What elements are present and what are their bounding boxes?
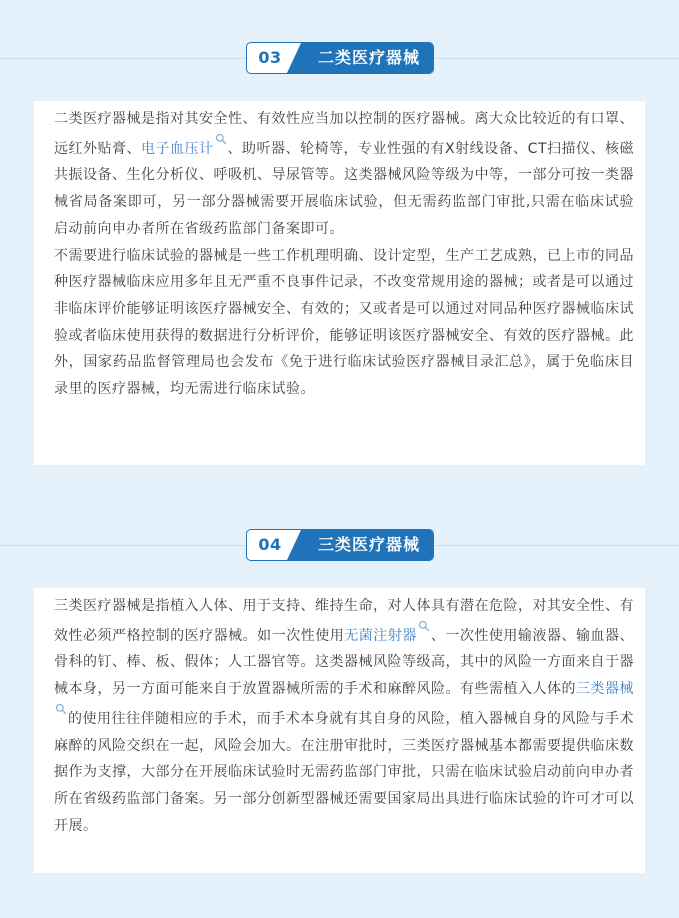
section-header-04 [0,529,679,561]
search-icon[interactable] [418,620,430,632]
section-title: 二类医疗器械 [317,48,420,67]
paragraph-text: 二类医疗器械是指对其安全性、有效性应当加以控制的医疗器械。离大众比较近的有口罩、远红外贴膏、 [54,111,634,157]
search-icon[interactable] [55,703,67,715]
paragraph-text: 、一次性使用输液器、输血器、骨科的钉、棒、板、假体；人工器官等。这类器械风险等级高，其中的风险一方面来自于器械本身，另一方面可能来自于放置器械所需的手术和麻醉风险。有些需植入人体的 [54,627,635,698]
content-card-03 [34,101,645,465]
keyword-link-sterile-syringe[interactable]: 无菌注射器 [344,627,417,644]
section-header-03 [0,42,679,74]
keyword-link-class-three-device[interactable]: 三类器械 [576,681,634,698]
section-title: 三类医疗器械 [317,535,420,554]
content-card-04 [34,588,645,873]
paragraph [54,106,634,243]
section-number: 04 [258,535,282,554]
keyword-link-blood-pressure-monitor[interactable]: 电子血压计 [141,140,214,157]
section-number: 03 [258,48,282,67]
paragraph [54,593,634,839]
section-badge [246,529,434,561]
paragraph-text: 的使用往往伴随相应的手术，而手术本身就有其自身的风险，植入器械自身的风险与手术麻醉的风险交织在一起，风险会加大。在注册审批时，三类医疗器械基本都需要提供临床数据作为支撑，大部分在开展临床试验时无需药监部门审批，只需在临床试验启动前向申办者所在省级药监部门备案。另一部分创新型器械还需要国家局出具进行临床试验的许可才可以开展。 [54,710,634,834]
paragraph-text: 三类医疗器械是指植入人体、用于支持、维持生命，对人体具有潜在危险，对其安全性、有效性必须严格控制的医疗器械。如一次性使用 [54,598,634,644]
search-icon[interactable] [215,133,227,145]
paragraph: 不需要进行临床试验的器械是一些工作机理明确、设计定型，生产工艺成熟，已上市的同品种医疗器械临床应用多年且无严重不良事件记录，不改变常规用途的器械；或者是可以通过非临床评价能够证明该医疗器械安全、有效的；又或者是可以通过对同品种医疗器械临床试验或者临床使用获得的数据进行分析评价，能够证明该医疗器械安全、有效的医疗器械。此外，国家药品监督管理局也会发布《免于进行临床试验医疗器械目录汇总》，属于免临床目录里的医疗器械，均无需进行临床试验。 [54,247,634,398]
section-badge [246,42,434,74]
paragraph-text: 、助听器、轮椅等，专业性强的有X射线设备、CT扫描仪、核磁共振设备、生化分析仪、呼吸机、导尿管等。这类器械风险等级为中等，一部分可按一类器械省局备案即可，另一部分器械需要开展临床试验，但无需药监部门审批,只需在临床试验启动前向申办者所在省级药监部门备案即可。 [54,140,635,237]
